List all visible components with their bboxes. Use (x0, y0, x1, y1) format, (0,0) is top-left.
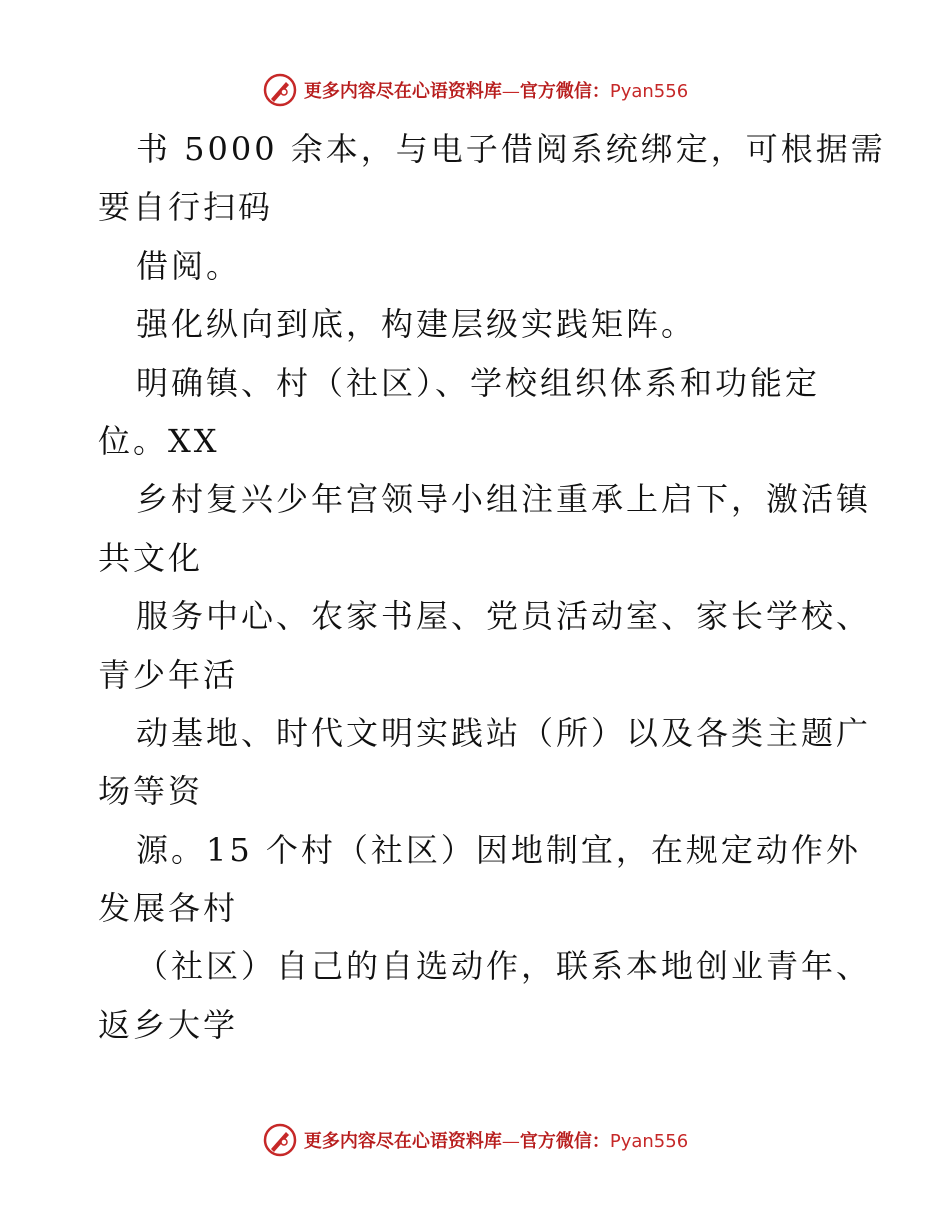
footer-separator: — (501, 1131, 520, 1152)
header-contact-label: 官方微信： (519, 81, 610, 102)
body-line: 书 5000 余本，与电子借阅系统绑定，可根据需 (136, 130, 886, 168)
header-brand-text: 更多内容尽在心语资料库 (303, 81, 502, 102)
body-line: 要自行扫码 (98, 188, 274, 227)
body-line: 动基地、时代文明实践站（所）以及各类主题广 (136, 713, 872, 752)
body-line: 明确镇、村（社区）、学校组织体系和功能定 (136, 363, 821, 402)
header-separator: — (501, 81, 520, 102)
body-line: 场等资 (98, 772, 204, 811)
footer-banner (0, 1120, 950, 1160)
body-line: 借阅。 (136, 246, 242, 285)
header-contact-id: Pyan556 (609, 81, 689, 102)
body-line: 发展各村 (98, 889, 239, 928)
body-line: 强化纵向到底，构建层级实践矩阵。 (136, 305, 697, 344)
footer-banner-text (304, 1127, 688, 1153)
body-line: 共文化 (98, 538, 204, 577)
body-line: 乡村复兴少年宫领导小组注重承上启下，激活镇 (136, 480, 872, 519)
body-line: 返乡大学 (98, 1005, 239, 1044)
body-line: 位。XX (98, 421, 220, 460)
body-line: 服务中心、农家书屋、党员活动室、家长学校、 (136, 597, 872, 636)
footer-contact-id: Pyan556 (609, 1131, 689, 1152)
body-line: （社区）自己的自选动作，联系本地创业青年、 (136, 947, 872, 986)
pen-logo-icon (262, 1122, 298, 1158)
footer-contact-label: 官方微信： (519, 1131, 610, 1152)
header-banner (0, 70, 950, 110)
body-line: 源。15 个村（社区）因地制宜，在规定动作外 (136, 830, 861, 869)
body-line: 青少年活 (98, 655, 239, 694)
header-banner-text (304, 77, 688, 103)
document-body (98, 120, 886, 1054)
footer-brand-text: 更多内容尽在心语资料库 (303, 1131, 502, 1152)
pen-logo-icon (262, 72, 298, 108)
